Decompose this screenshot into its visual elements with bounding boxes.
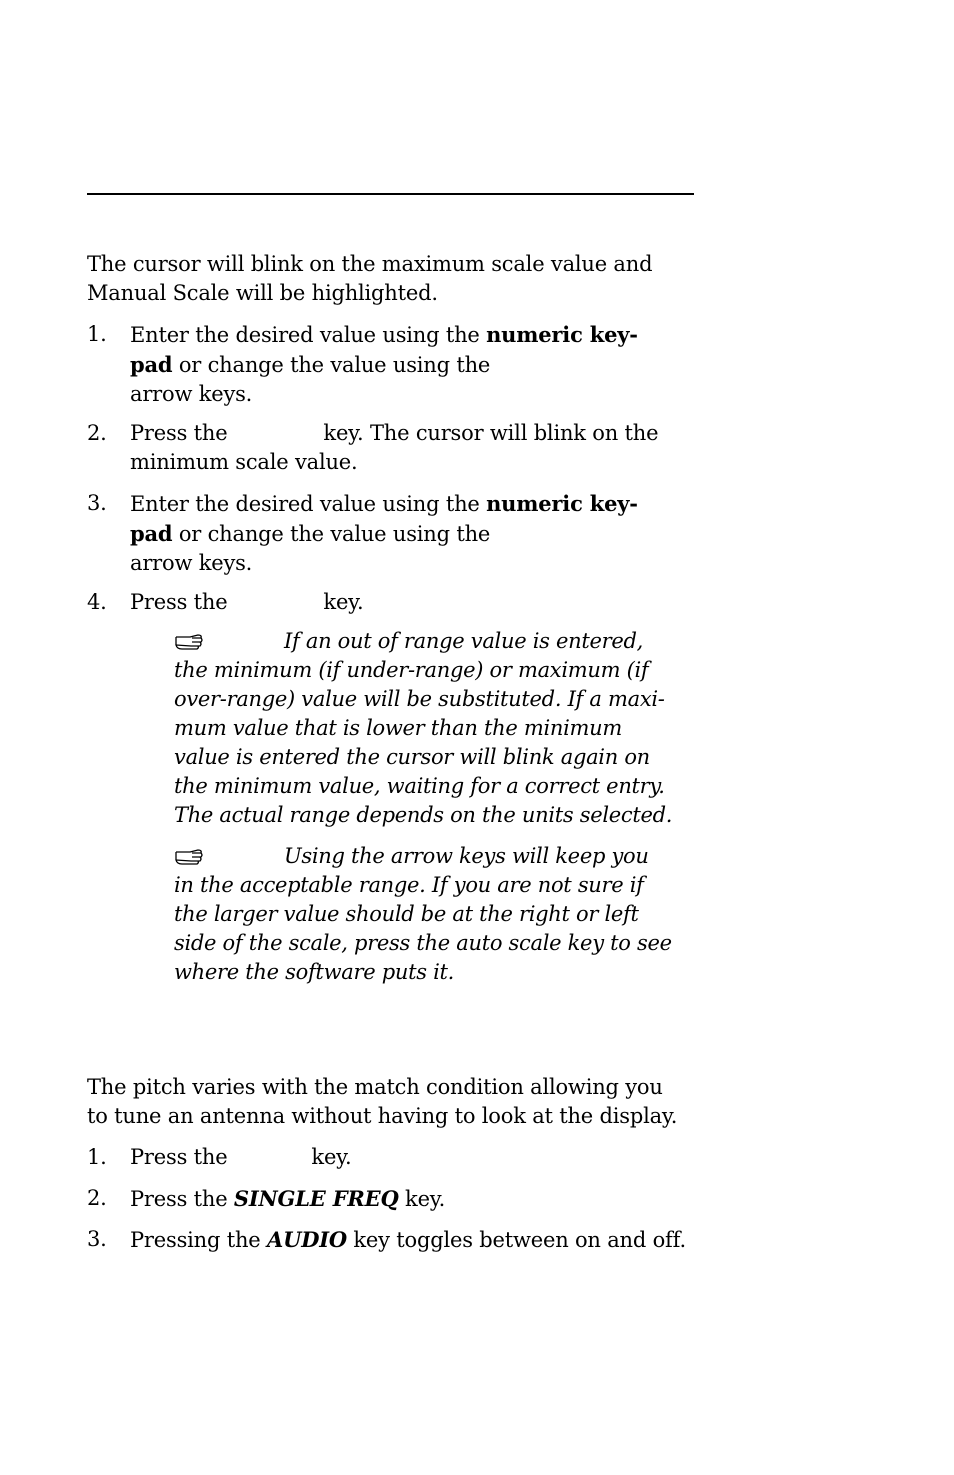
note-line: value is entered the cursor will blink again on [174, 745, 650, 769]
note-line: over-range) value will be substituted. If a maxi- [174, 687, 665, 711]
keyword: pad [130, 352, 173, 377]
note-line: The actual range depends on the units selected. [174, 803, 673, 827]
step-text: arrow keys. [130, 382, 253, 406]
step-text: arrow keys. [130, 551, 253, 575]
step-number: 4. [87, 590, 107, 614]
header-rule [87, 193, 694, 195]
step-4 [87, 588, 702, 617]
note-2 [174, 842, 704, 987]
step-text: Enter the desired value using the [130, 492, 487, 516]
note-line: the larger value should be at the right or left [174, 902, 639, 926]
note-line: the minimum value, waiting for a correct entry. [174, 774, 665, 798]
step-number: 3. [87, 491, 107, 515]
step-3 [87, 489, 702, 578]
step-text: Press the [130, 590, 228, 614]
step-text: Press the [130, 1145, 228, 1169]
intro-line-1: The pitch varies with the match condition allowing you [87, 1075, 663, 1099]
note-1 [174, 627, 704, 830]
audio-step-2 [87, 1184, 702, 1214]
audio-intro-paragraph [87, 1073, 702, 1131]
note-line: If an out of range value is entered, [284, 629, 643, 653]
step-text: key. The cursor will blink on the [323, 421, 659, 445]
intro-line-1: The cursor will blink on the maximum scale value and [87, 252, 653, 276]
note-line: side of the scale, press the auto scale key to see [174, 931, 672, 955]
step-number: 1. [87, 322, 107, 346]
note-line: mum value that is lower than the minimum [174, 716, 622, 740]
step-number: 2. [87, 421, 107, 445]
step-text: key. [323, 590, 364, 614]
step-text: or change the value using the [172, 522, 491, 546]
step-text: or change the value using the [172, 353, 491, 377]
key-label: AUDIO [266, 1227, 347, 1252]
intro-line-2: Manual Scale will be highlighted. [87, 281, 438, 305]
keyword: pad [130, 521, 173, 546]
step-text: Press the [130, 1187, 234, 1211]
step-text: key toggles between on and off. [346, 1228, 686, 1252]
note-line: where the software puts it. [174, 960, 454, 984]
step-text: Press the [130, 421, 228, 445]
keyword: numeric key- [486, 322, 638, 347]
audio-step-3 [87, 1225, 702, 1255]
audio-step-1 [87, 1143, 702, 1172]
intro-line-2: to tune an antenna without having to look at the display. [87, 1104, 678, 1128]
step-text: key. [398, 1187, 446, 1211]
key-label: SINGLE FREQ [233, 1186, 399, 1211]
step-number: 2. [87, 1186, 107, 1210]
pointing-hand-icon [174, 629, 204, 647]
step-text: Pressing the [130, 1228, 267, 1252]
pointing-hand-icon [174, 844, 204, 862]
intro-paragraph [87, 250, 702, 308]
note-line: Using the arrow keys will keep you [284, 844, 649, 868]
step-text: minimum scale value. [130, 450, 358, 474]
step-text: key. [311, 1145, 352, 1169]
note-line: in the acceptable range. If you are not sure if [174, 873, 644, 897]
step-text: Enter the desired value using the [130, 323, 487, 347]
note-line: the minimum (if under-range) or maximum (if [174, 658, 649, 682]
step-2 [87, 419, 702, 477]
step-number: 1. [87, 1145, 107, 1169]
step-number: 3. [87, 1227, 107, 1251]
step-1 [87, 320, 702, 409]
keyword: numeric key- [486, 491, 638, 516]
